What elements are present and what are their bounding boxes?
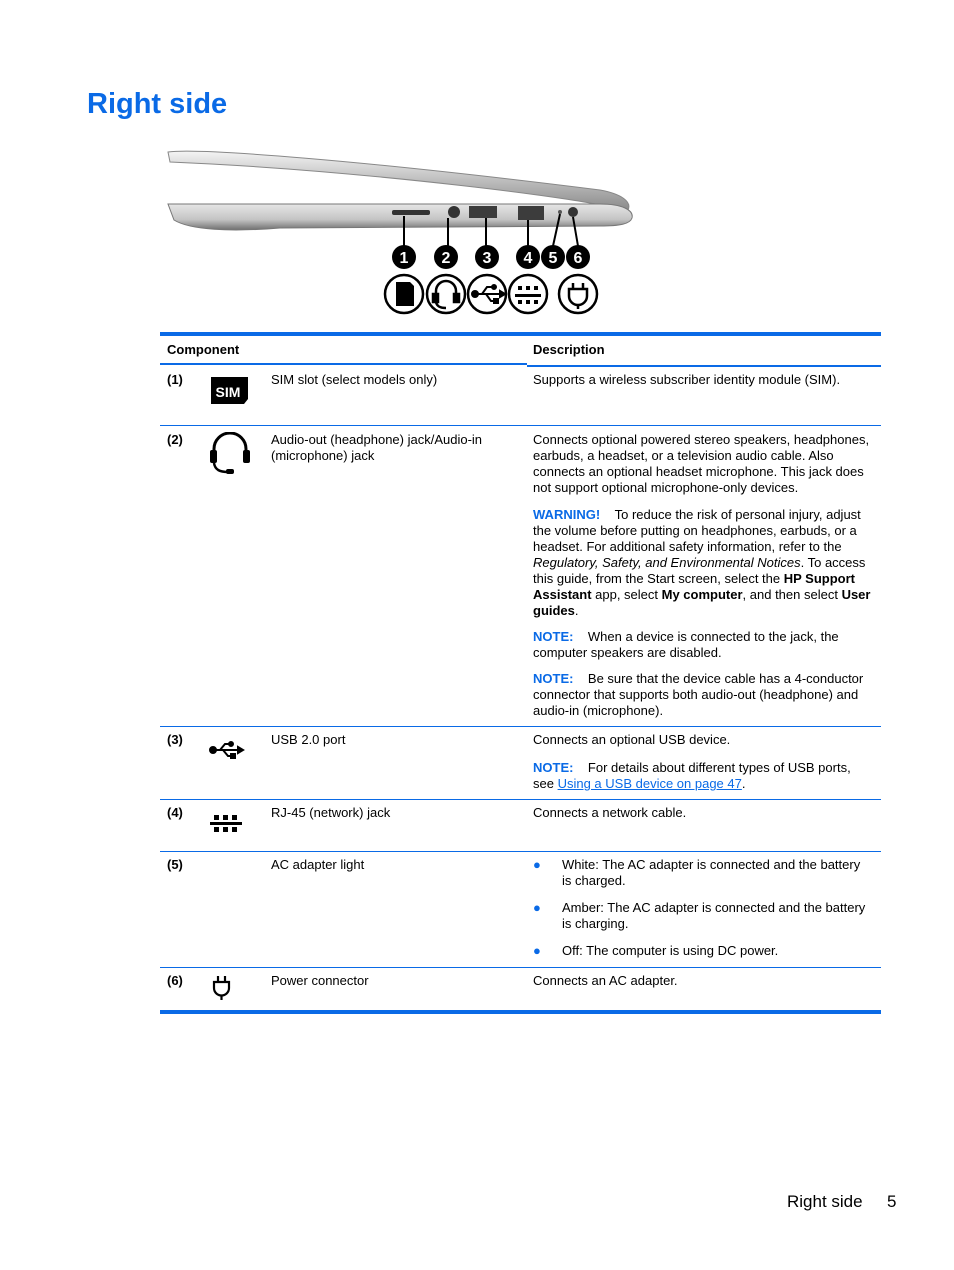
header-rule-left: [160, 363, 527, 365]
row-divider: [160, 425, 881, 426]
component-description: Connects an AC adapter.: [533, 973, 678, 988]
row-divider: [160, 851, 881, 852]
power-icon: [208, 973, 252, 1009]
usb-port: [469, 206, 497, 218]
headset-icon: [208, 432, 252, 468]
rj45-port: [518, 206, 544, 220]
sim-slot: [392, 210, 430, 215]
callout-2: 2: [441, 250, 451, 267]
component-description: [533, 857, 873, 970]
header-description: Description: [533, 342, 605, 357]
component-description: Connects an optional USB device. NOTE: For details about different types of USB ports, see Using a USB device on page 47.: [533, 732, 873, 802]
callout-1: 1: [399, 250, 409, 267]
component-name: Power connector: [271, 973, 369, 988]
component-name: USB 2.0 port: [271, 732, 346, 747]
component-name: RJ-45 (network) jack: [271, 805, 391, 820]
list-item: ● White: The AC adapter is connected and the battery is charged.: [533, 857, 861, 888]
sim-icon: [396, 282, 414, 306]
row-number: (5): [167, 857, 183, 872]
table-bottom-rule: [160, 1010, 881, 1014]
header-component: Component: [167, 342, 240, 357]
note: NOTE: Be sure that the device cable has a 4-conductor connector that supports both audio-out (headphone) and audio-in (microphone).: [533, 671, 864, 718]
callout-4: 4: [523, 250, 533, 267]
ac-light: [558, 210, 562, 214]
component-description: Supports a wireless subscriber identity module (SIM).: [533, 372, 841, 387]
power-port: [568, 207, 578, 217]
usb-icon: [208, 732, 252, 768]
component-description: Connects a network cable.: [533, 805, 687, 820]
callout-3: 3: [482, 250, 492, 267]
row-number: (4): [167, 805, 183, 820]
row-divider: [160, 726, 881, 727]
table-header: [160, 336, 881, 366]
row-number: (1): [167, 372, 183, 387]
row-number: (2): [167, 432, 183, 447]
usb-device-link[interactable]: Using a USB device on page 47: [557, 776, 742, 791]
page-title: Right side: [87, 88, 228, 120]
svg-text:SIM: SIM: [215, 384, 241, 400]
list-item: ● Off: The computer is using DC power.: [533, 943, 779, 958]
note: NOTE: For details about different types of USB ports, see Using a USB device on page 47.: [533, 760, 851, 791]
laptop-right-side-illustration: [160, 140, 640, 320]
network-icon: [208, 805, 252, 841]
callout-5: 5: [548, 250, 558, 267]
footer-section-title: Right side: [787, 1192, 863, 1211]
note: NOTE: When a device is connected to the jack, the computer speakers are disabled.: [533, 629, 839, 660]
list-item: ● Amber: The AC adapter is connected and the battery is charging.: [533, 900, 866, 931]
sim-icon: [208, 372, 252, 408]
component-description: Connects optional powered stereo speakers, headphones, earbuds, a headset, or a television audio cable. Also connects an optional headset microphone. This jack does not support optional microphone-only devices. WARNING! To reduce the risk of personal injury, adjust the volume before putting on headphones, earbuds, or a headset. For additional safety information, refer to the Regulatory, Safety, and Environmental Notices. To access this guide, from the Start screen, select the HP Support Assistant app, select My computer, and then select User guides. NOTE: When a device is connected to the jack, the computer speakers are disabled. NOTE: Be sure that the device cable has a 4-conductor connector that supports both audio-out (headphone) and audio-in (microphone).: [533, 432, 873, 729]
row-number: (3): [167, 732, 183, 747]
component-name: Audio-out (headphone) jack/Audio-in (microphone) jack: [271, 432, 483, 463]
network-icon: [515, 286, 541, 304]
component-name: SIM slot (select models only): [271, 372, 438, 387]
callout-6: 6: [573, 250, 583, 267]
page-number: 5: [887, 1192, 897, 1211]
component-name: AC adapter light: [271, 857, 365, 872]
row-divider: [160, 967, 881, 968]
header-rule-right: [527, 365, 881, 367]
row-divider: [160, 799, 881, 800]
warning-note: WARNING! To reduce the risk of personal injury, adjust the volume before putting on headphones, earbuds, or a headset. For additional safety information, refer to the Regulatory, Safety, and Environmental Notices. To access this guide, from the Start screen, select the HP Support Assistant app, select My computer, and then select User guides.: [533, 507, 871, 618]
audio-jack: [448, 206, 460, 218]
row-number: (6): [167, 973, 183, 988]
